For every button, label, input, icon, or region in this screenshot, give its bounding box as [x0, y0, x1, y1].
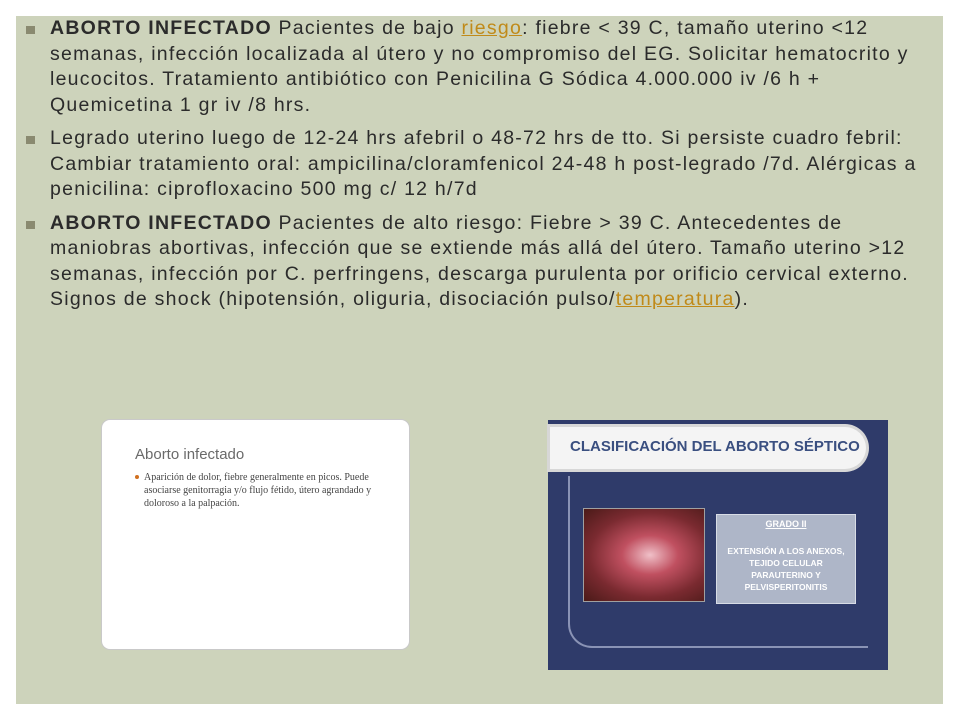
grade-box — [716, 514, 856, 604]
square-bullet-icon — [26, 136, 35, 144]
temperatura-link[interactable]: temperatura — [615, 288, 735, 310]
bullet-text: Pacientes de alto riesgo: Fiebre > 39 C. Antecedentes de maniobras abortivas, infección que se extiende más allá del útero. Tamaño uterino >12 semanas, infección por C. perfringens, descarga purulenta por orificio cervical externo. Signos de shock (hipotensión, oliguria, disociación pulso/ — [50, 211, 909, 310]
bullet-item-high-risk — [38, 211, 943, 313]
classification-banner — [550, 427, 866, 469]
slide-thumbnail-aborto-infectado — [102, 420, 409, 649]
square-bullet-icon — [26, 221, 35, 229]
surgical-photo — [583, 508, 705, 602]
slide-image-clasificacion — [548, 420, 888, 670]
thumbnail-text: Aparición de dolor, fiebre generalmente en picos. Puede asociarse genitorragia y/o flujo fétido, útero agrandado y doloroso a la palpación. — [144, 472, 372, 509]
bullet-text: ). — [734, 288, 750, 310]
grade-title: GRADO II — [765, 519, 807, 529]
grade-description: EXTENSIÓN A LOS ANEXOS, TEJIDO CELULAR PARAUTERINO Y PELVISPERITONITIS — [727, 546, 845, 592]
slide — [16, 16, 943, 704]
bullet-item-legrado — [38, 126, 943, 203]
bullet-lead: ABORTO INFECTADO — [50, 17, 272, 39]
thumbnail-title: Aborto infectado — [135, 446, 245, 463]
bullet-dot-icon — [135, 475, 139, 479]
banner-title: CLASIFICACIÓN DEL ABORTO SÉPTICO — [570, 438, 860, 455]
bullet-list — [38, 16, 943, 321]
bullet-text: Pacientes de bajo — [271, 17, 462, 39]
bullet-item-low-risk — [38, 16, 943, 118]
square-bullet-icon — [26, 26, 35, 34]
bullet-text: Legrado uterino luego de 12-24 hrs afebril o 48-72 hrs de tto. Si persiste cuadro febril: Cambiar tratamiento oral: ampicilina/cloramfenicol 24-48 h post-legrado /7d. Alérgicas a penicilina: ciprofloxacino 500 mg c/ 12 h/7d — [50, 127, 917, 200]
bullet-lead: ABORTO INFECTADO — [50, 211, 272, 234]
bullet-text: : fiebre < 39 C, tamaño uterino <12 semanas, infección localizada al útero y no compromiso del EG. Solicitar hematocrito y leucocitos. Tratamiento antibiótico con Penicilina G Sódica 4.000.000 iv /6 h + Quemicetina 1 gr iv /8 hrs. — [50, 17, 909, 116]
riesgo-link[interactable]: riesgo — [461, 17, 523, 39]
